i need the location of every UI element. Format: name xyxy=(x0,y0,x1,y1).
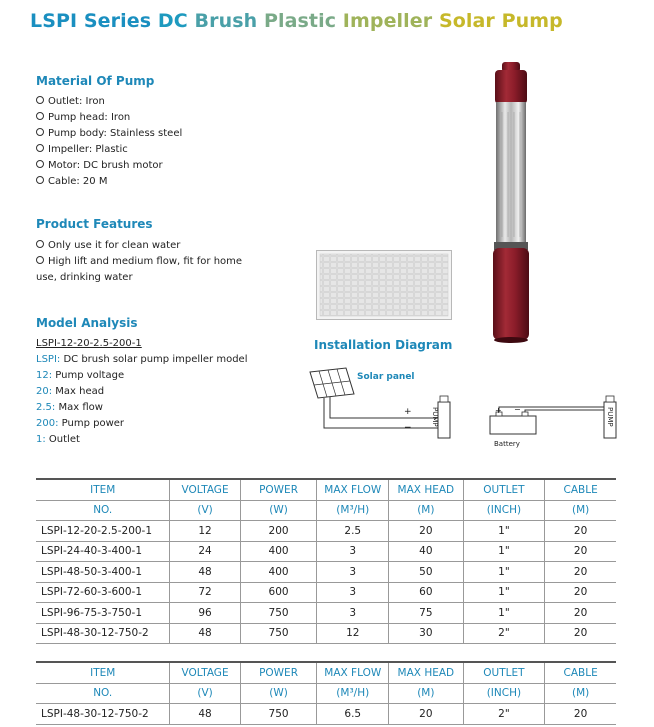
list-item xyxy=(36,110,182,126)
table-cell: 48 xyxy=(170,623,240,644)
bullet-icon xyxy=(36,144,44,152)
bullet-icon xyxy=(36,160,44,168)
page-title xyxy=(30,10,563,32)
table-cell: LSPI-48-30-12-750-2 xyxy=(36,704,170,725)
table-cell: (M) xyxy=(389,683,463,704)
list-item-text: Impeller: Plastic xyxy=(48,144,128,155)
material-heading: Material Of Pump xyxy=(36,74,155,88)
table-cell: (INCH) xyxy=(463,683,545,704)
model-heading: Model Analysis xyxy=(36,316,138,330)
features-list xyxy=(36,238,242,286)
table-cell: LSPI-12-20-2.5-200-1 xyxy=(36,521,170,542)
list-item xyxy=(36,126,182,142)
installation-diagram xyxy=(300,358,630,454)
list-item-text: Only use it for clean water xyxy=(48,240,181,251)
table-cell: 1" xyxy=(463,582,545,603)
table-cell: 200 xyxy=(240,521,317,542)
table-cell: 20 xyxy=(389,704,463,725)
table-cell: 30 xyxy=(389,623,463,644)
table-cell: 48 xyxy=(170,562,240,583)
table-cell: (W) xyxy=(240,683,317,704)
table-cell: NO. xyxy=(36,500,170,521)
model-line xyxy=(36,368,247,384)
table-cell: 3 xyxy=(317,562,389,583)
table-cell: 1" xyxy=(463,521,545,542)
table-cell: VOLTAGE xyxy=(170,662,240,683)
table-units-row xyxy=(36,500,616,521)
model-line xyxy=(36,432,247,448)
list-item-text: Pump body: Stainless steel xyxy=(48,128,183,139)
solar-panel-image xyxy=(316,250,452,320)
table-cell: MAX FLOW xyxy=(317,479,389,500)
battery-label: Battery xyxy=(494,440,520,448)
pump-box-icon xyxy=(438,402,450,438)
bullet-icon xyxy=(36,176,44,184)
table-cell: VOLTAGE xyxy=(170,479,240,500)
table-cell: 48 xyxy=(170,704,240,725)
model-value: Pump power xyxy=(58,418,125,429)
list-item xyxy=(36,142,182,158)
table-row xyxy=(36,603,616,624)
pump-label: PUMP xyxy=(431,407,439,427)
model-line xyxy=(36,416,247,432)
table-cell: 750 xyxy=(240,704,317,725)
table-cell: (M) xyxy=(545,500,616,521)
list-item xyxy=(36,174,182,190)
model-value: Outlet xyxy=(45,434,80,445)
list-item-text: High lift and medium flow, fit for home xyxy=(48,256,243,267)
table-cell: 20 xyxy=(545,623,616,644)
table-cell: 20 xyxy=(545,521,616,542)
table-cell: (M) xyxy=(545,683,616,704)
table-cell: NO. xyxy=(36,683,170,704)
table-cell: POWER xyxy=(240,479,317,500)
table-cell: (M³/H) xyxy=(317,683,389,704)
plus-label: + xyxy=(404,407,412,417)
table-cell: (INCH) xyxy=(463,500,545,521)
model-value: Max head xyxy=(52,386,105,397)
table-cell: 750 xyxy=(240,623,317,644)
table-cell: LSPI-24-40-3-400-1 xyxy=(36,541,170,562)
table-header-row xyxy=(36,662,616,683)
model-key: 12: xyxy=(36,370,53,381)
list-item-text: Motor: DC brush motor xyxy=(48,160,163,171)
table-cell: CABLE xyxy=(545,662,616,683)
model-line xyxy=(36,352,247,368)
table-cell: 20 xyxy=(545,541,616,562)
list-item xyxy=(36,254,242,270)
battery-icon xyxy=(490,412,536,434)
table-cell: 75 xyxy=(389,603,463,624)
battery-plus-label: + xyxy=(495,406,502,415)
table-cell: 2" xyxy=(463,623,545,644)
model-analysis xyxy=(36,336,247,448)
table-cell: (M³/H) xyxy=(317,500,389,521)
table-cell: OUTLET xyxy=(463,662,545,683)
table-cell: 600 xyxy=(240,582,317,603)
table-cell: 3 xyxy=(317,603,389,624)
table-row xyxy=(36,521,616,542)
table-header-row xyxy=(36,479,616,500)
model-key: LSPI: xyxy=(36,354,61,365)
table-cell: 20 xyxy=(545,704,616,725)
model-value: Pump voltage xyxy=(52,370,125,381)
table-cell: 60 xyxy=(389,582,463,603)
model-key: 200: xyxy=(36,418,59,429)
table-cell: 3 xyxy=(317,582,389,603)
list-item xyxy=(36,94,182,110)
model-value: DC brush solar pump impeller model xyxy=(60,354,248,365)
table-cell: 96 xyxy=(170,603,240,624)
title-part: LSPI Series xyxy=(30,10,158,32)
bullet-icon xyxy=(36,96,44,104)
table-cell: 400 xyxy=(240,562,317,583)
model-line xyxy=(36,384,247,400)
title-part: Impeller xyxy=(342,10,439,32)
table-cell: (M) xyxy=(389,500,463,521)
list-item xyxy=(36,238,242,254)
minus-label: − xyxy=(404,423,412,433)
list-item-text: Pump head: Iron xyxy=(48,112,131,123)
model-code: LSPI-12-20-2.5-200-1 xyxy=(36,338,142,349)
table-row xyxy=(36,562,616,583)
bullet-icon xyxy=(36,112,44,120)
table-cell: 1" xyxy=(463,562,545,583)
table-cell: (V) xyxy=(170,683,240,704)
table-cell: MAX HEAD xyxy=(389,662,463,683)
pump-image xyxy=(478,62,544,344)
table-row xyxy=(36,623,616,644)
table-row xyxy=(36,541,616,562)
table-cell: 2" xyxy=(463,704,545,725)
bullet-icon xyxy=(36,128,44,136)
installation-heading: Installation Diagram xyxy=(314,338,453,352)
model-value: Max flow xyxy=(55,402,103,413)
table-cell: MAX FLOW xyxy=(317,662,389,683)
spec-table-2 xyxy=(36,661,616,725)
battery-minus-label: − xyxy=(514,405,521,414)
title-part: Brush xyxy=(194,10,264,32)
list-item-text: Cable: 20 M xyxy=(48,176,108,187)
table-cell: 400 xyxy=(240,541,317,562)
model-key: 20: xyxy=(36,386,53,397)
model-key: 2.5: xyxy=(36,402,56,413)
list-item-text: Outlet: Iron xyxy=(48,96,105,107)
table-cell: 40 xyxy=(389,541,463,562)
table-cell: 3 xyxy=(317,541,389,562)
table-cell: ITEM xyxy=(36,662,170,683)
spec-table-1 xyxy=(36,478,616,644)
pump-label: PUMP xyxy=(606,407,614,427)
table-row xyxy=(36,582,616,603)
title-part: DC xyxy=(157,10,195,32)
table-cell: 20 xyxy=(545,562,616,583)
table-cell: 20 xyxy=(389,521,463,542)
table-cell: ITEM xyxy=(36,479,170,500)
table-cell: 24 xyxy=(170,541,240,562)
table-cell: CABLE xyxy=(545,479,616,500)
table-cell: 1" xyxy=(463,603,545,624)
bullet-icon xyxy=(36,240,44,248)
model-key: 1: xyxy=(36,434,46,445)
table-cell: 2.5 xyxy=(317,521,389,542)
table-cell: 12 xyxy=(170,521,240,542)
list-item xyxy=(36,158,182,174)
table-cell: POWER xyxy=(240,662,317,683)
features-heading: Product Features xyxy=(36,217,153,231)
table-cell: 1" xyxy=(463,541,545,562)
title-part: Solar Pump xyxy=(438,10,563,32)
table-cell: (W) xyxy=(240,500,317,521)
table-cell: 72 xyxy=(170,582,240,603)
table-cell: LSPI-72-60-3-600-1 xyxy=(36,582,170,603)
table-cell: LSPI-96-75-3-750-1 xyxy=(36,603,170,624)
table-cell: 750 xyxy=(240,603,317,624)
table-units-row xyxy=(36,683,616,704)
table-cell: OUTLET xyxy=(463,479,545,500)
table-cell: LSPI-48-50-3-400-1 xyxy=(36,562,170,583)
list-item-continuation: use, drinking water xyxy=(36,272,133,283)
solar-panel-icon xyxy=(310,368,354,398)
table-cell: LSPI-48-30-12-750-2 xyxy=(36,623,170,644)
table-cell: 6.5 xyxy=(317,704,389,725)
model-line xyxy=(36,400,247,416)
table-cell: 12 xyxy=(317,623,389,644)
solar-panel-label: Solar panel xyxy=(357,372,415,382)
material-list xyxy=(36,94,182,190)
title-part: Plastic xyxy=(263,10,343,32)
table-cell: (V) xyxy=(170,500,240,521)
table-cell: MAX HEAD xyxy=(389,479,463,500)
table-cell: 20 xyxy=(545,603,616,624)
table-row xyxy=(36,704,616,725)
table-cell: 20 xyxy=(545,582,616,603)
bullet-icon xyxy=(36,256,44,264)
table-cell: 50 xyxy=(389,562,463,583)
